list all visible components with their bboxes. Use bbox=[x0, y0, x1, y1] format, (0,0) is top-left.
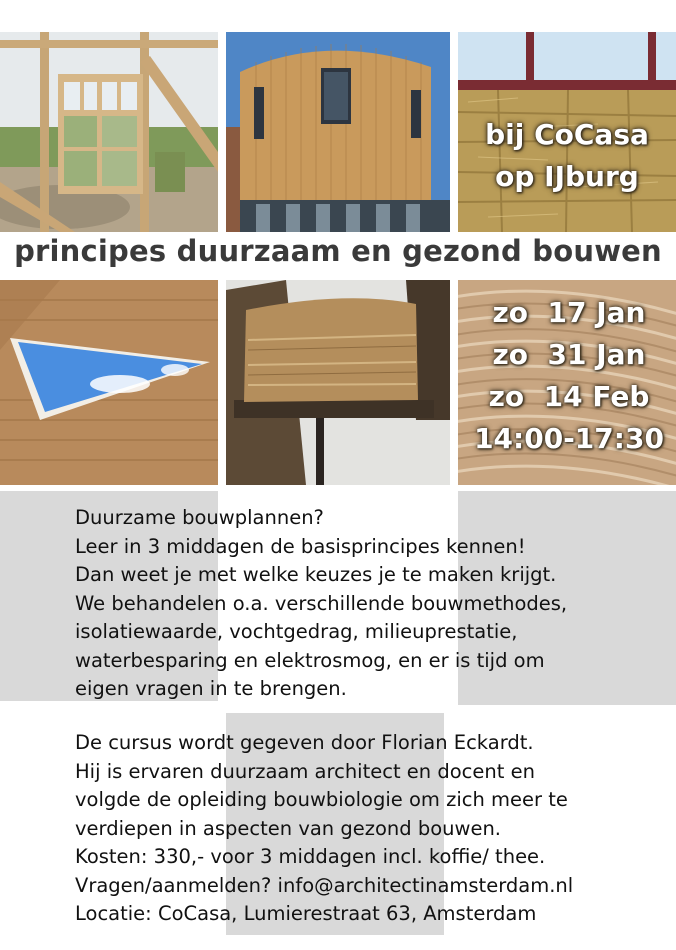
contact-line: Vragen/aanmelden? info@architectinamsterdam.nl bbox=[75, 873, 574, 897]
intro-paragraph bbox=[75, 504, 665, 704]
intro-line: waterbesparing en elektrosmog, en er is tijd om bbox=[75, 648, 545, 672]
photo-wood-fibre-insulation bbox=[226, 280, 450, 485]
intro-line: Leer in 3 middagen de basisprincipes kennen! bbox=[75, 534, 526, 558]
date-2: zo 31 Jan bbox=[492, 338, 646, 371]
location-line: Locatie: CoCasa, Lumierestraat 63, Amsterdam bbox=[75, 902, 537, 925]
time-range: 14:00-17:30 bbox=[474, 422, 664, 455]
intro-line: We behandelen o.a. verschillende bouwmethodes, bbox=[75, 591, 568, 615]
date-3: zo 14 Feb bbox=[488, 380, 650, 413]
intro-line: eigen vragen in te brengen. bbox=[75, 677, 347, 700]
details-line: verdiepen in aspecten van gezond bouwen. bbox=[75, 816, 502, 840]
date-1: zo 17 Jan bbox=[492, 296, 646, 329]
photo-timber-frame-window bbox=[0, 32, 218, 232]
intro-line: Duurzame bouwplannen? bbox=[75, 506, 324, 529]
details-line: volgde de opleiding bouwbiologie om zich meer te bbox=[75, 788, 568, 811]
cost-line: Kosten: 330,- voor 3 middagen incl. koffie/ thee. bbox=[75, 845, 546, 868]
photo-round-timber-building bbox=[226, 32, 450, 232]
intro-line: Dan weet je met welke keuzes je te maken krijgt. bbox=[75, 563, 557, 586]
page-title: principes duurzaam en gezond bouwen bbox=[14, 234, 662, 268]
intro-line: isolatiewaarde, vochtgedrag, milieuprestatie, bbox=[75, 620, 518, 643]
photo-skylight-ceiling bbox=[0, 280, 218, 485]
details-line: Hij is ervaren duurzaam architect en docent en bbox=[75, 759, 535, 783]
venue-line-2: op IJburg bbox=[495, 160, 639, 193]
details-line: De cursus wordt gegeven door Florian Eckardt. bbox=[75, 731, 534, 754]
course-details-paragraph bbox=[75, 729, 665, 929]
venue-line-1: bij CoCasa bbox=[485, 118, 649, 151]
